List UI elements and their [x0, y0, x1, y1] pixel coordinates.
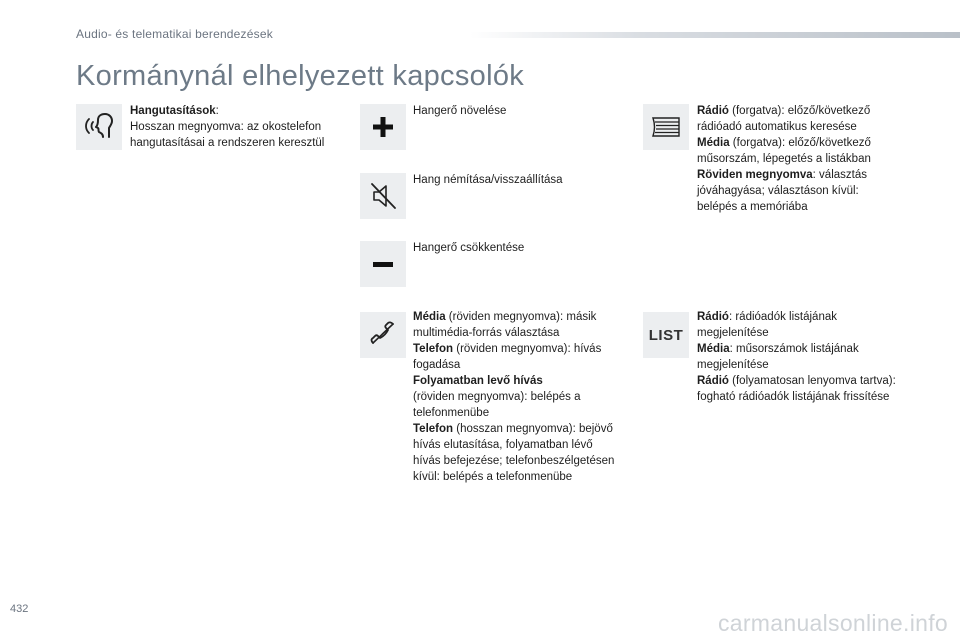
- list-description: [697, 309, 902, 405]
- phone-icon-box: [360, 312, 406, 358]
- text-ongoing-call: (röviden megnyomva): belépés a telefonmenübe: [413, 391, 581, 419]
- voice-command-icon-box: [76, 104, 122, 150]
- label-voice: Hangutasítások: [130, 105, 216, 117]
- list-button-label: LIST: [648, 326, 684, 344]
- text-media-list: : műsorszámok listájának megjelenítése: [697, 343, 859, 371]
- text-telefon-long: (hosszan megnyomva): bejövő hívás elutasítása, folyamatban lévő hívás befejezése; telefonbeszélgetésen kívül: belépés a telefonmenübe: [413, 423, 615, 483]
- label-media-list: Média: [697, 343, 730, 355]
- text-media-rotate: (forgatva): előző/következő műsorszám, lépegetés a listákban: [697, 137, 871, 165]
- volume-down-icon-box: [360, 241, 406, 287]
- mute-icon-box: [360, 173, 406, 219]
- voice-command-icon: [82, 110, 116, 144]
- label-telefon-short: Telefon: [413, 343, 454, 355]
- mute-description: Hang némítása/visszaállítása: [413, 174, 563, 186]
- mute-icon: [366, 179, 400, 213]
- label-radio-hold: Rádió: [697, 375, 729, 387]
- page-title: Kormánynál elhelyezett kapcsolók: [76, 60, 525, 92]
- label-short-press: Röviden megnyomva: [697, 169, 813, 181]
- text-telefon-short: (röviden megnyomva): hívás fogadása: [413, 343, 602, 371]
- thumbwheel-description: [697, 103, 897, 215]
- volume-down-description: Hangerő csökkentése: [413, 242, 525, 254]
- text-short-press: : választás jóváhagyása; választáson kívül: belépés a memóriába: [697, 169, 867, 213]
- thumbwheel-icon: [649, 110, 683, 144]
- volume-up-icon-box: [360, 104, 406, 150]
- text-radio-hold: (folyamatosan lenyomva tartva): fogható rádióadók listájának frissítése: [697, 375, 896, 403]
- text-radio-rotate: (forgatva): előző/következő rádióadó automatikus keresése: [697, 105, 871, 133]
- text-radio-list: : rádióadók listájának megjelenítése: [697, 311, 837, 339]
- text-media: (röviden megnyomva): másik multimédia-forrás választása: [413, 311, 597, 339]
- label-radio-rotate: Rádió: [697, 105, 729, 117]
- watermark: carmanualsonline.info: [717, 610, 948, 636]
- list-icon-box: [643, 312, 689, 358]
- phone-description: [413, 309, 623, 485]
- label-media: Média: [413, 311, 446, 323]
- text-voice-2: Hosszan megnyomva: az okostelefon hangutasításai a rendszeren keresztül: [130, 121, 325, 149]
- label-media-rotate: Média: [697, 137, 730, 149]
- volume-up-description: Hangerő növelése: [413, 105, 507, 117]
- page-number: 432: [10, 603, 29, 615]
- header-divider: [470, 32, 960, 38]
- label-telefon-long: Telefon: [413, 423, 454, 435]
- label-ongoing-call: Folyamatban levő hívás: [413, 375, 543, 387]
- voice-command-description: [130, 103, 345, 151]
- text-voice-1: :: [215, 105, 219, 117]
- phone-icon: [366, 318, 400, 352]
- label-radio-list: Rádió: [697, 311, 729, 323]
- plus-icon: [370, 114, 396, 140]
- thumbwheel-icon-box: [643, 104, 689, 150]
- minus-icon: [370, 251, 396, 277]
- section-header: Audio- és telematikai berendezések: [76, 27, 273, 41]
